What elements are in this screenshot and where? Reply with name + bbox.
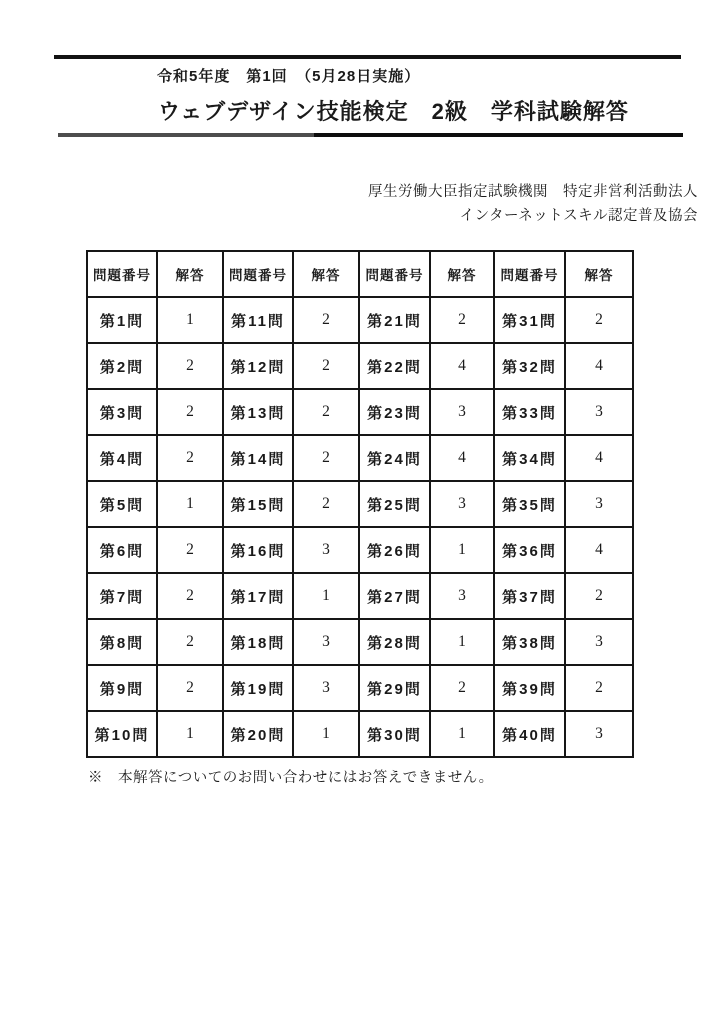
question-number-cell: 第31問 xyxy=(494,297,565,343)
question-number-cell: 第2問 xyxy=(87,343,157,389)
table-row xyxy=(87,343,633,389)
column-header-question: 問題番号 xyxy=(223,251,293,297)
question-number-cell: 第24問 xyxy=(359,435,430,481)
column-header-question: 問題番号 xyxy=(494,251,565,297)
question-number-cell: 第33問 xyxy=(494,389,565,435)
answer-value-cell: 3 xyxy=(293,527,359,573)
column-header-answer: 解答 xyxy=(430,251,494,297)
question-number-cell: 第15問 xyxy=(223,481,293,527)
answer-value-cell: 3 xyxy=(565,619,633,665)
answer-table-header-row xyxy=(87,251,633,297)
answer-value-cell: 3 xyxy=(430,481,494,527)
column-header-question: 問題番号 xyxy=(87,251,157,297)
answer-value-cell: 2 xyxy=(157,389,223,435)
answer-value-cell: 4 xyxy=(430,435,494,481)
answer-value-cell: 3 xyxy=(430,573,494,619)
column-header-answer: 解答 xyxy=(293,251,359,297)
question-number-cell: 第20問 xyxy=(223,711,293,757)
answer-value-cell: 1 xyxy=(157,711,223,757)
table-row xyxy=(87,665,633,711)
question-number-cell: 第13問 xyxy=(223,389,293,435)
question-number-cell: 第4問 xyxy=(87,435,157,481)
issuer-line-2: インターネットスキル認定普及協会 xyxy=(459,208,698,224)
answer-value-cell: 2 xyxy=(157,527,223,573)
question-number-cell: 第26問 xyxy=(359,527,430,573)
answer-value-cell: 3 xyxy=(565,389,633,435)
answer-value-cell: 3 xyxy=(565,711,633,757)
answer-value-cell: 1 xyxy=(293,573,359,619)
question-number-cell: 第32問 xyxy=(494,343,565,389)
answer-value-cell: 2 xyxy=(293,435,359,481)
question-number-cell: 第25問 xyxy=(359,481,430,527)
answer-value-cell: 2 xyxy=(157,619,223,665)
answer-value-cell: 2 xyxy=(157,435,223,481)
question-number-cell: 第34問 xyxy=(494,435,565,481)
answer-value-cell: 3 xyxy=(565,481,633,527)
question-number-cell: 第37問 xyxy=(494,573,565,619)
answer-value-cell: 2 xyxy=(565,665,633,711)
answer-table xyxy=(86,250,634,758)
page-title: ウェブデザイン技能検定 2級 学科試験解答 xyxy=(158,99,629,124)
question-number-cell: 第35問 xyxy=(494,481,565,527)
column-header-answer: 解答 xyxy=(157,251,223,297)
question-number-cell: 第40問 xyxy=(494,711,565,757)
table-row xyxy=(87,481,633,527)
question-number-cell: 第14問 xyxy=(223,435,293,481)
question-number-cell: 第6問 xyxy=(87,527,157,573)
answer-value-cell: 4 xyxy=(565,527,633,573)
answer-value-cell: 2 xyxy=(293,297,359,343)
question-number-cell: 第9問 xyxy=(87,665,157,711)
question-number-cell: 第1問 xyxy=(87,297,157,343)
answer-value-cell: 1 xyxy=(157,297,223,343)
title-underline xyxy=(58,133,683,137)
answer-value-cell: 2 xyxy=(565,297,633,343)
table-row xyxy=(87,573,633,619)
question-number-cell: 第39問 xyxy=(494,665,565,711)
answer-value-cell: 3 xyxy=(293,665,359,711)
answer-value-cell: 2 xyxy=(430,297,494,343)
table-row xyxy=(87,435,633,481)
answer-value-cell: 4 xyxy=(430,343,494,389)
exam-session-line: 令和5年度 第1回 （5月28日実施） xyxy=(157,68,421,85)
question-number-cell: 第18問 xyxy=(223,619,293,665)
question-number-cell: 第38問 xyxy=(494,619,565,665)
answer-value-cell: 1 xyxy=(157,481,223,527)
table-row xyxy=(87,619,633,665)
answer-value-cell: 1 xyxy=(430,527,494,573)
answer-value-cell: 2 xyxy=(565,573,633,619)
question-number-cell: 第29問 xyxy=(359,665,430,711)
answer-value-cell: 1 xyxy=(293,711,359,757)
answer-value-cell: 2 xyxy=(157,573,223,619)
table-row xyxy=(87,711,633,757)
question-number-cell: 第16問 xyxy=(223,527,293,573)
column-header-answer: 解答 xyxy=(565,251,633,297)
answer-value-cell: 1 xyxy=(430,619,494,665)
answer-value-cell: 1 xyxy=(430,711,494,757)
question-number-cell: 第36問 xyxy=(494,527,565,573)
answer-value-cell: 2 xyxy=(293,343,359,389)
question-number-cell: 第17問 xyxy=(223,573,293,619)
answer-value-cell: 2 xyxy=(157,343,223,389)
question-number-cell: 第21問 xyxy=(359,297,430,343)
table-row xyxy=(87,527,633,573)
question-number-cell: 第10問 xyxy=(87,711,157,757)
answer-value-cell: 2 xyxy=(430,665,494,711)
answer-value-cell: 3 xyxy=(430,389,494,435)
question-number-cell: 第23問 xyxy=(359,389,430,435)
question-number-cell: 第8問 xyxy=(87,619,157,665)
column-header-question: 問題番号 xyxy=(359,251,430,297)
question-number-cell: 第5問 xyxy=(87,481,157,527)
table-row xyxy=(87,389,633,435)
answer-value-cell: 4 xyxy=(565,435,633,481)
question-number-cell: 第3問 xyxy=(87,389,157,435)
question-number-cell: 第30問 xyxy=(359,711,430,757)
question-number-cell: 第28問 xyxy=(359,619,430,665)
answer-value-cell: 2 xyxy=(293,481,359,527)
question-number-cell: 第22問 xyxy=(359,343,430,389)
question-number-cell: 第11問 xyxy=(223,297,293,343)
top-rule xyxy=(54,55,681,59)
issuer-block xyxy=(368,180,698,228)
issuer-line-1: 厚生労働大臣指定試験機関 特定非営利活動法人 xyxy=(368,184,698,200)
question-number-cell: 第27問 xyxy=(359,573,430,619)
answer-value-cell: 2 xyxy=(157,665,223,711)
question-number-cell: 第19問 xyxy=(223,665,293,711)
table-row xyxy=(87,297,633,343)
question-number-cell: 第7問 xyxy=(87,573,157,619)
footnote: ※ 本解答についてのお問い合わせにはお答えできません。 xyxy=(88,770,494,786)
question-number-cell: 第12問 xyxy=(223,343,293,389)
answer-value-cell: 4 xyxy=(565,343,633,389)
answer-value-cell: 2 xyxy=(293,389,359,435)
answer-value-cell: 3 xyxy=(293,619,359,665)
